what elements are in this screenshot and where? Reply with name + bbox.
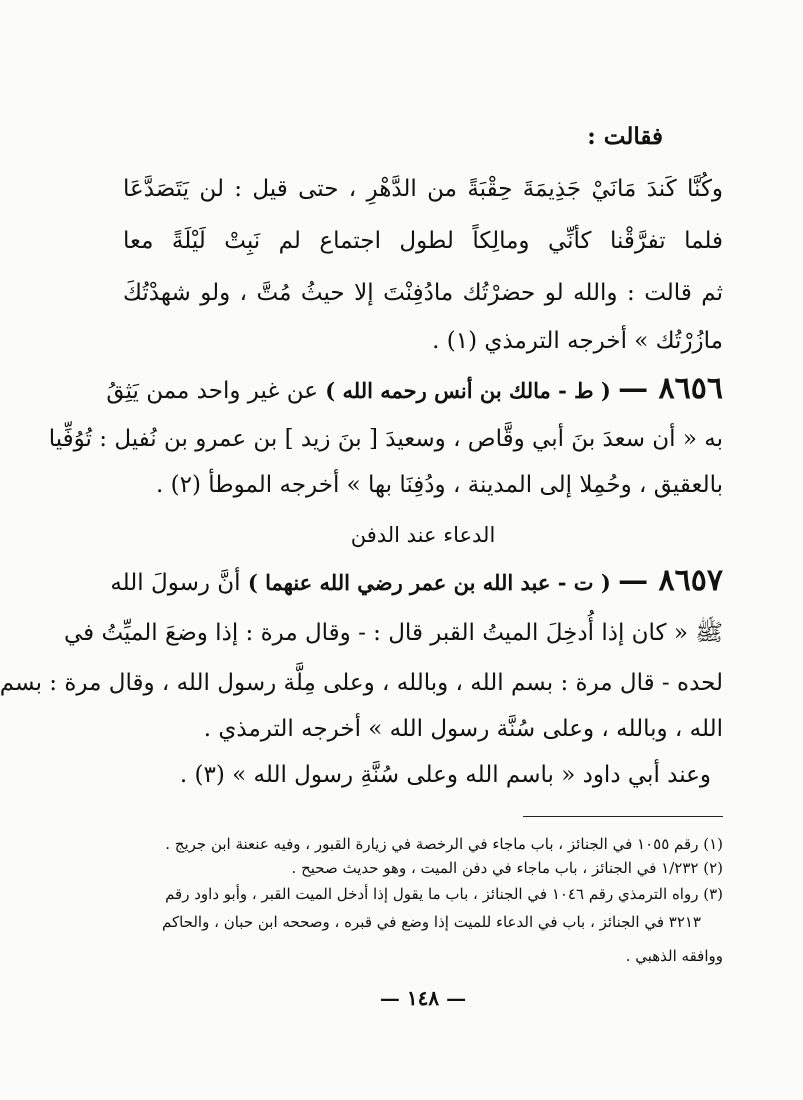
hadith-8657-line-1 bbox=[110, 563, 723, 600]
hadith-8656-line-2: به « أن سعدَ بنَ أبي وقَّاص ، وسعيدَ [ بنَ زيد ] بن عمرو بن نُفيل : تُوُفِّيا bbox=[48, 426, 723, 452]
hadith-number: ٨٦٥٦ — bbox=[618, 371, 723, 406]
text-line-5: مازُرْتُك » أخرجه الترمذي (١) . bbox=[432, 328, 723, 354]
hadith-text: أنَّ رسولَ الله bbox=[110, 570, 241, 596]
hadith-8657-line-4: الله ، وبالله ، وعلى سُنَّة رسول الله » أخرجه الترمذي . bbox=[203, 716, 723, 742]
footnote-3: (٣) رواه الترمذي رقم ١٠٤٦ في الجنائز ، باب ما يقول إذا أدخل الميت القبر ، وأبو داود رقم bbox=[165, 885, 723, 903]
hadith-narrator: ( ت - عبد الله بن عمر رضي الله عنهما ) bbox=[247, 570, 611, 595]
hadith-8657-line-5: وعند أبي داود « باسم الله وعلى سُنَّةِ رسول الله » (٣) . bbox=[179, 762, 711, 788]
document-page bbox=[0, 110, 723, 1040]
hadith-text: عن غير واحد ممن يَثِقُ bbox=[106, 378, 318, 404]
page-number: — ١٤٨ — bbox=[379, 986, 467, 1010]
hadith-8657-line-3: لحده - قال مرة : بسم الله ، وبالله ، وعلى مِلَّة رسول الله ، وقال مرة : بسم bbox=[0, 670, 723, 696]
footnote-3-cont: ٣٢١٣ في الجنائز ، باب في الدعاء للميت إذا وضع في قبره ، وصححه ابن حبان ، والحاكم bbox=[161, 913, 701, 931]
hadith-number: ٨٦٥٧ — bbox=[618, 563, 723, 598]
text-line-4: ثم قالت : والله لو حضرْتُك مادُفِنْتَ إلا حيثُ مُتَّ ، ولو شهدْتُكَ bbox=[123, 280, 723, 306]
footnote-2: (٢) ١/٢٣٢ في الجنائز ، باب ماجاء في دفن الميت ، وهو حديث صحيح . bbox=[291, 859, 723, 877]
footnote-divider bbox=[523, 816, 723, 817]
section-heading: الدعاء عند الدفن bbox=[350, 523, 496, 547]
hadith-8657-line-2: ﷺ « كان إذا أُدخِلَ الميتُ القبر قال : - وقال مرة : إذا وضعَ الميِّتُ في bbox=[63, 620, 723, 646]
poem-verse-1: وكُنَّا كَندَ مَانَيْ جَذِيمَةَ حِقْبَةً من الدَّهْرِ ، حتى قيل : لن يَتَصَدَّعَا bbox=[123, 176, 723, 202]
hadith-8656-line-1 bbox=[106, 371, 723, 408]
poem-verse-2: فلما تفرَّقْنا كأنِّي ومالِكاً لطول اجتماع لم نَبِتْ لَيْلَةً معا bbox=[123, 228, 723, 254]
footnote-3-end: ووافقه الذهبي . bbox=[625, 947, 723, 965]
hadith-8656-line-3: بالعقيق ، وحُمِلا إلى المدينة ، ودُفِنَا بها » أخرجه الموطأ (٢) . bbox=[156, 472, 723, 498]
hadith-narrator: ( ط - مالك بن أنس رحمه الله ) bbox=[325, 378, 611, 403]
footnote-1: (١) رقم ١٠٥٥ في الجنائز ، باب ماجاء في الرخصة في زيارة القبور ، وفيه عنعنة ابن جريج . bbox=[165, 835, 723, 853]
text-line-1: فقالت : bbox=[587, 123, 663, 150]
